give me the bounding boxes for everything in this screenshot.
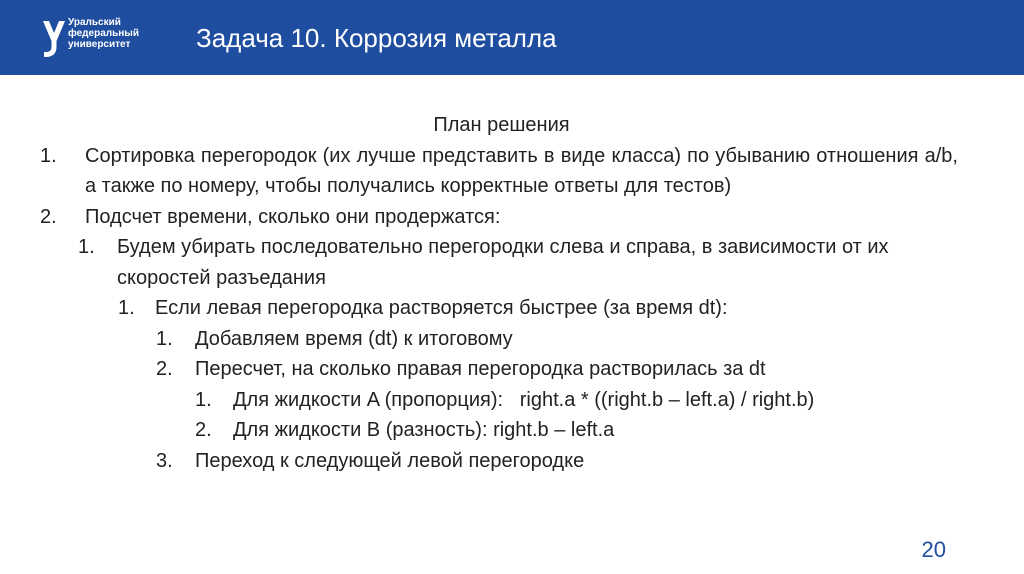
list-number: 1.	[156, 327, 173, 350]
list-item	[40, 354, 958, 385]
list-item-text: Пересчет, на сколько правая перегородка растворилась за dt	[195, 358, 766, 380]
list-item	[40, 202, 958, 233]
list-item	[40, 141, 958, 202]
slide-content	[40, 110, 958, 476]
urfu-logo-icon	[40, 17, 68, 59]
list-item-text: Добавляем время (dt) к итоговому	[195, 327, 513, 350]
list-item	[40, 324, 958, 355]
plan-heading: План решения	[433, 114, 570, 136]
list-item-text: Переход к следующей левой перегородке	[195, 449, 585, 472]
list-number: 1.	[78, 236, 95, 258]
list-item-text: Если левая перегородка растворяется быстрее (за время dt):	[155, 297, 728, 319]
list-number: 1.	[195, 388, 212, 411]
list-item-text: Сортировка перегородок (их лучше представить в виде класса) по убыванию отношения a/b, а также по номеру, чтобы получались корректные ответы для тестов)	[85, 144, 958, 197]
list-number: 1.	[40, 144, 57, 167]
list-item	[40, 232, 958, 293]
list-number: 2.	[195, 419, 212, 441]
list-item-text: Подсчет времени, сколько они продержатся:	[85, 205, 501, 228]
list-item-text: Для жидкости A (пропорция): right.a * ((right.b – left.a) / right.b)	[233, 388, 815, 411]
plan-list	[40, 141, 958, 477]
list-number: 2.	[156, 358, 173, 380]
logo-line-3: университет	[68, 39, 131, 50]
list-item	[40, 415, 958, 446]
list-item	[40, 385, 958, 416]
list-item-text: Для жидкости B (разность): right.b – left.a	[233, 419, 615, 441]
page-number: 20	[921, 537, 946, 562]
slide-header	[0, 0, 1024, 75]
logo-text	[68, 17, 139, 50]
slide-title: Задача 10. Коррозия металла	[196, 23, 557, 53]
list-item	[40, 446, 958, 477]
logo-line-1: Уральский	[68, 17, 121, 28]
list-item	[40, 293, 958, 324]
list-number: 2.	[40, 205, 57, 228]
list-number: 3.	[156, 449, 173, 472]
list-item-text: Будем убирать последовательно перегородки слева и справа, в зависимости от их скоростей разъедания	[117, 236, 889, 289]
list-number: 1.	[118, 297, 135, 319]
logo-line-2: федеральный	[68, 28, 139, 39]
